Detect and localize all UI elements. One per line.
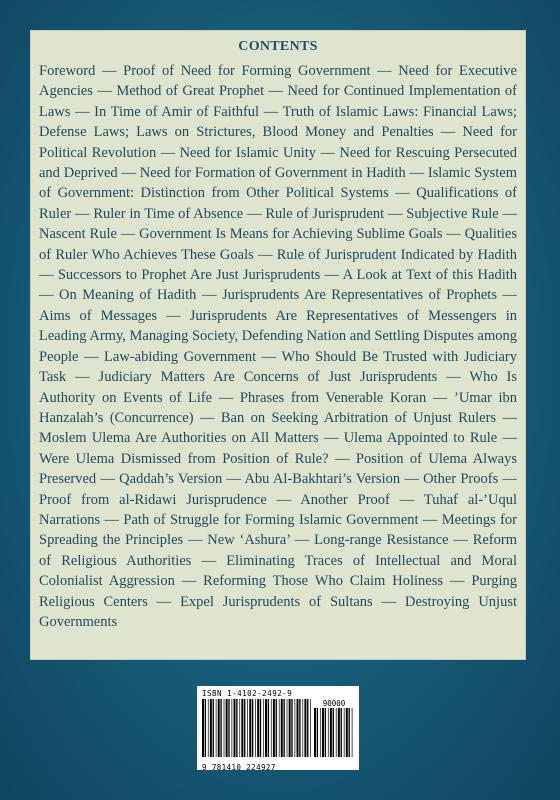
barcode-bar (234, 699, 236, 757)
barcode-bar (283, 699, 284, 757)
barcode-bar (287, 699, 288, 757)
barcode (197, 686, 359, 770)
barcode-bar (218, 699, 220, 757)
barcode-bar (249, 699, 251, 757)
barcode-bar (299, 699, 300, 757)
barcode-bar (336, 708, 337, 757)
barcode-bar (349, 708, 350, 757)
barcode-bar (344, 708, 345, 757)
barcode-bar (263, 699, 264, 757)
price-addon-digits: 90000 (322, 699, 346, 708)
barcode-bar (297, 699, 299, 757)
barcode-bar (239, 699, 240, 757)
barcode-bar (291, 699, 292, 757)
barcode-bar (252, 699, 253, 757)
barcode-bar (268, 699, 269, 757)
ean-barcode-bars (202, 699, 312, 757)
barcode-bar (330, 708, 332, 757)
barcode-bar (352, 708, 353, 757)
barcode-bar (271, 699, 272, 757)
contents-text: Foreword — Proof of Need for Forming Government — Need for Executive Agencies — Method of Great Prophet — Need for Continued Implementation of Laws — In Time of Amir of Faithful — Truth of Islamic Laws: Financial Laws; Defense Laws; Laws on Strictures, Blood Money and Penalties — Need for Political Revolution — Need for Islamic Unity — Need for Rescuing Persecuted and Deprived — Need for Formation of Government in Hadith — Islamic System of Government: Distinction from Other Political Systems — Qualifications of Ruler — Ruler in Time of Absence — Rule of Jurisprudent — Subjective Rule — Nascent Rule — Government Is Means for Achieving Sublime Goals — Qualities of Ruler Who Achieves These Goals — Rule of Jurisprudent Indicated by Hadith — Successors to Prophet Are Just Jurisprudents — A Look at Text of this Hadith — On Meaning of Hadith — Jurisprudents Are Representatives of Prophets — Aims of Messages — Jurisprudents Are Representatives of Messengers in Leading Army, Managing Society, Defending Nation and Settling Disputes among People — Law-abiding Government — Who Should Be Trusted with Judiciary Task — Judiciary Matters Are Concerns of Just Jurisprudents — Who Is Authority on Events of Life — Phrases from Venerable Koran — ’Umar ibn Hanzalah’s (Concurrence) — Ban on Seeking Arbitration of Unjust Rulers — Moslem Ulema Are Authorities on All Matters — Ulema Appointed to Rule — Were Ulema Dismissed from Position of Rule? — Position of Ulema Always Preserved — Qaddah’s Version — Abu Al-Bakhtari’s Version — Other Proofs — Proof from al-Ridawi Jurisprudence — Another Proof — Tuhaf al-’Uqul Narrations — Path of Struggle for Forming Islamic Government — Meetings for Spreading the Principles — New ‘Ashura’ — Long-range Resistance — Reform of Religious Authorities — Eliminating Traces of Intellectual and Moral Colonialist Aggression — Reforming Those Who Claim Holiness — Purging Religious Centers — Expel Jurisprudents of Sultans — Destroying Unjust Governments (39, 63, 517, 630)
price-addon (314, 699, 354, 762)
barcode-bar (228, 699, 229, 757)
barcode-bar (208, 699, 209, 757)
barcode-bar (236, 699, 237, 757)
barcode-bar (226, 699, 228, 757)
barcode-bar (325, 708, 326, 757)
barcode-bar (346, 708, 348, 757)
barcode-bar (310, 699, 311, 757)
barcode-bar (260, 699, 261, 757)
barcode-bar (302, 699, 303, 757)
barcode-bar (202, 699, 204, 757)
barcode-bar (322, 708, 324, 757)
barcode-bar (257, 699, 259, 757)
barcode-bar (216, 699, 217, 757)
price-addon-bars (314, 708, 354, 757)
barcode-bar (328, 708, 329, 757)
barcode-bar (276, 699, 277, 757)
barcode-bar (320, 708, 321, 757)
barcode-bar (265, 699, 267, 757)
barcode-bar (338, 708, 340, 757)
barcode-bar (205, 699, 206, 757)
barcode-bar (220, 699, 221, 757)
isbn-label: ISBN 1-4102-2492-9 (202, 689, 293, 698)
barcode-bar (255, 699, 256, 757)
barcode-bar (317, 708, 318, 757)
barcode-bar (247, 699, 248, 757)
ean-digits: 9 781410 224927 (202, 763, 276, 772)
barcode-bar (314, 708, 316, 757)
barcode-bar (341, 708, 342, 757)
barcode-bar (333, 708, 334, 757)
barcode-bar (304, 699, 306, 757)
barcode-bar (289, 699, 291, 757)
barcode-bar (241, 699, 243, 757)
contents-title: CONTENTS (238, 39, 318, 54)
barcode-bar (307, 699, 308, 757)
barcode-bar (244, 699, 245, 757)
contents-panel (30, 30, 526, 660)
barcode-bar (232, 699, 233, 757)
barcode-bar (279, 699, 280, 757)
barcode-bar (210, 699, 212, 757)
barcode-bar (295, 699, 296, 757)
barcode-bar (213, 699, 214, 757)
barcode-bar (273, 699, 275, 757)
barcode-bar (281, 699, 283, 757)
barcode-bar (224, 699, 225, 757)
